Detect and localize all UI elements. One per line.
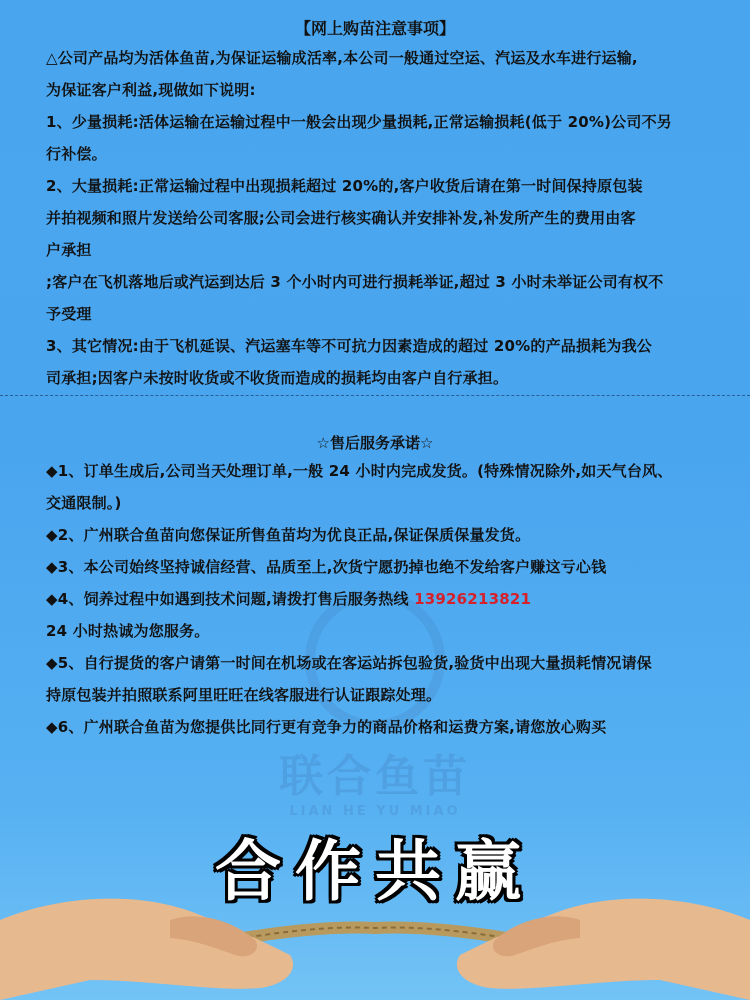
hotline-label: ◆4、饲养过程中如遇到技术问题,请拨打售后服务热线 bbox=[46, 590, 409, 608]
notice-body bbox=[46, 42, 726, 394]
section-divider bbox=[0, 395, 750, 396]
service-line: ◆5、自行提货的客户请第一时间在机场或在客运站拆包验货,验货中出现大量损耗情况请保 bbox=[46, 654, 652, 672]
notice-line: 2、大量损耗:正常运输过程中出现损耗超过 20%的,客户收货后请在第一时间保持原包装 bbox=[46, 177, 643, 195]
notice-title: 【网上购苗注意事项】 bbox=[294, 19, 455, 38]
service-line: 24 小时热诚为您服务。 bbox=[46, 622, 210, 640]
service-body bbox=[46, 455, 726, 743]
notice-line: 为保证客户利益,现做如下说明: bbox=[46, 81, 256, 99]
watermark-cn: 联合鱼苗 bbox=[279, 751, 471, 802]
service-line: 持原包装并拍照联系阿里旺旺在线客服进行认证跟踪处理。 bbox=[46, 686, 442, 704]
notice-line: △公司产品均为活体鱼苗,为保证运输成活率,本公司一般通过空运、汽运及水车进行运输, bbox=[46, 49, 638, 67]
service-title: ☆售后服务承诺☆ bbox=[316, 434, 434, 452]
service-line: ◆2、广州联合鱼苗向您保证所售鱼苗均为优良正品,保证保质保量发货。 bbox=[46, 526, 531, 544]
slogan: 合作共赢 bbox=[215, 832, 535, 910]
notice-line: ;客户在飞机落地后或汽运到达后 3 个小时内可进行损耗举证,超过 3 小时未举证公司有权不 bbox=[46, 273, 664, 291]
notice-line: 行补偿。 bbox=[46, 145, 107, 163]
service-line bbox=[46, 583, 726, 615]
notice-line: 1、少量损耗:活体运输在运输过程中一般会出现少量损耗,正常运输损耗(低于 20%)公司不另 bbox=[46, 113, 672, 131]
notice-line: 并拍视频和照片发送给公司客服;公司会进行核实确认并安排补发,补发所产生的费用由客 bbox=[46, 209, 636, 227]
service-line: ◆6、广州联合鱼苗为您提供比同行更有竞争力的商品价格和运费方案,请您放心购买 bbox=[46, 718, 607, 736]
notice-line: 予受理 bbox=[46, 305, 92, 323]
service-line: ◆3、本公司始终坚持诚信经营、品质至上,次货宁愿扔掉也绝不发给客户赚这亏心钱 bbox=[46, 558, 607, 576]
service-line: 交通限制。) bbox=[46, 494, 122, 512]
notice-line: 户承担 bbox=[46, 241, 92, 259]
hotline-number: 13926213821 bbox=[414, 590, 532, 608]
service-line: ◆1、订单生成后,公司当天处理订单,一般 24 小时内完成发货。(特殊情况除外,如天气台风、 bbox=[46, 462, 673, 480]
watermark-en: LIAN HE YU MIAO bbox=[289, 804, 461, 819]
notice-line: 3、其它情况:由于飞机延误、汽运塞车等不可抗力因素造成的超过 20%的产品损耗为我公 bbox=[46, 337, 652, 355]
notice-line: 司承担;因客户未按时收货或不收货而造成的损耗均由客户自行承担。 bbox=[46, 369, 509, 387]
